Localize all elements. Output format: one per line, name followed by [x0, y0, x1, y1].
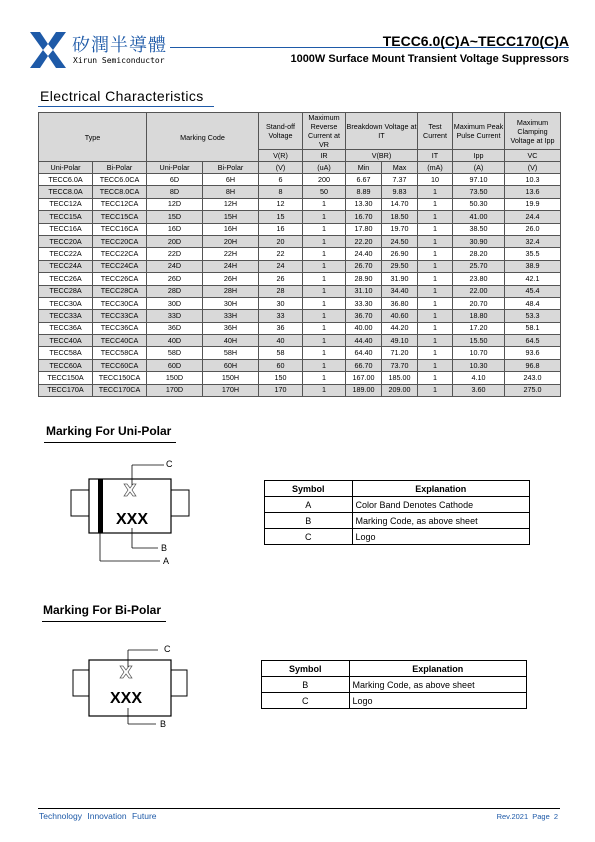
- peak-pulse-current-cell: 22.00: [453, 285, 505, 297]
- reverse-current-cell: 1: [303, 285, 346, 297]
- breakdown-min-cell: 17.80: [346, 223, 382, 235]
- standoff-voltage-cell: 22: [259, 248, 303, 260]
- header-breakdown-voltage: Breakdown Voltage at IT: [346, 113, 418, 150]
- peak-pulse-current-cell: 50.30: [453, 198, 505, 210]
- clamping-voltage-cell: 275.0: [505, 384, 561, 396]
- bi-polar-package-diagram: [72, 640, 188, 735]
- type-bi-polar-cell: TECC28CA: [93, 285, 147, 297]
- table-row: [39, 347, 561, 359]
- marking-bi-polar-cell: 170H: [203, 384, 259, 396]
- symbol-vr: V(R): [259, 150, 303, 162]
- type-uni-polar-cell: TECC33A: [39, 310, 93, 322]
- reverse-current-cell: 1: [303, 335, 346, 347]
- marking-bi-polar-cell: 26H: [203, 273, 259, 285]
- explanation-cell: Logo: [352, 529, 530, 545]
- bi-polar-label-c: C: [164, 644, 171, 654]
- uni-polar-label-b: B: [161, 543, 168, 553]
- clamping-voltage-cell: 35.5: [505, 248, 561, 260]
- table-body: [39, 174, 561, 397]
- type-bi-polar-cell: TECC60CA: [93, 359, 147, 371]
- reverse-current-cell: 1: [303, 310, 346, 322]
- marking-uni-polar-cell: 6D: [147, 174, 203, 186]
- breakdown-max-cell: 73.70: [382, 359, 418, 371]
- header-bi-polar: Bi-Polar: [93, 162, 147, 174]
- marking-uni-polar-cell: 150D: [147, 372, 203, 384]
- header-peak-pulse-current: Maximum Peak Pulse Current: [453, 113, 505, 150]
- test-current-cell: 1: [418, 384, 453, 396]
- type-uni-polar-cell: TECC150A: [39, 372, 93, 384]
- type-uni-polar-cell: TECC28A: [39, 285, 93, 297]
- marking-uni-polar-cell: 24D: [147, 260, 203, 272]
- symbol-vc: VC: [505, 150, 561, 162]
- breakdown-max-cell: 14.70: [382, 198, 418, 210]
- reverse-current-cell: 200: [303, 174, 346, 186]
- marking-uni-polar-cell: 15D: [147, 211, 203, 223]
- symbol-ir: IR: [303, 150, 346, 162]
- breakdown-max-cell: 19.70: [382, 223, 418, 235]
- type-bi-polar-cell: TECC150CA: [93, 372, 147, 384]
- standoff-voltage-cell: 170: [259, 384, 303, 396]
- type-uni-polar-cell: TECC24A: [39, 260, 93, 272]
- marking-uni-polar-cell: 20D: [147, 235, 203, 247]
- reverse-current-cell: 1: [303, 235, 346, 247]
- clamping-voltage-cell: 38.9: [505, 260, 561, 272]
- symbol-it: IT: [418, 150, 453, 162]
- standoff-voltage-cell: 60: [259, 359, 303, 371]
- table-row: [39, 211, 561, 223]
- header-mark-uni-polar: Uni-Polar: [147, 162, 203, 174]
- brand-name-english: Xirun Semiconductor: [73, 56, 165, 65]
- table-row: [39, 186, 561, 198]
- marking-uni-polar-cell: 30D: [147, 297, 203, 309]
- symbol-vbr: V(BR): [346, 150, 418, 162]
- bi-polar-label-b: B: [160, 719, 167, 729]
- type-bi-polar-cell: TECC8.0CA: [93, 186, 147, 198]
- type-bi-polar-cell: TECC20CA: [93, 235, 147, 247]
- standoff-voltage-cell: 12: [259, 198, 303, 210]
- explanation-cell: Marking Code, as above sheet: [349, 677, 527, 693]
- breakdown-max-cell: 24.50: [382, 235, 418, 247]
- marking-uni-polar-cell: 26D: [147, 273, 203, 285]
- standoff-voltage-cell: 20: [259, 235, 303, 247]
- table-row: [39, 235, 561, 247]
- test-current-cell: 1: [418, 359, 453, 371]
- standoff-voltage-cell: 24: [259, 260, 303, 272]
- section-title: Electrical Characteristics: [40, 88, 204, 104]
- type-uni-polar-cell: TECC15A: [39, 211, 93, 223]
- reverse-current-cell: 1: [303, 359, 346, 371]
- test-current-cell: 1: [418, 248, 453, 260]
- test-current-cell: 10: [418, 174, 453, 186]
- unit-ir: (uA): [303, 162, 346, 174]
- explanation-header: Explanation: [349, 661, 527, 677]
- marking-bi-polar-cell: 22H: [203, 248, 259, 260]
- reverse-current-cell: 1: [303, 384, 346, 396]
- clamping-voltage-cell: 19.9: [505, 198, 561, 210]
- symbol-cell: C: [262, 693, 350, 709]
- marking-uni-polar-cell: 170D: [147, 384, 203, 396]
- marking-bi-polar-cell: 58H: [203, 347, 259, 359]
- test-current-cell: 1: [418, 235, 453, 247]
- reverse-current-cell: 1: [303, 198, 346, 210]
- marking-uni-polar-cell: 22D: [147, 248, 203, 260]
- peak-pulse-current-cell: 17.20: [453, 322, 505, 334]
- table-header-row: [39, 113, 561, 150]
- header-marking-code: Marking Code: [147, 113, 259, 162]
- table-row: [265, 481, 530, 497]
- table-row: [39, 260, 561, 272]
- peak-pulse-current-cell: 4.10: [453, 372, 505, 384]
- type-uni-polar-cell: TECC170A: [39, 384, 93, 396]
- clamping-voltage-cell: 243.0: [505, 372, 561, 384]
- marking-bi-polar-cell: 60H: [203, 359, 259, 371]
- document-subtitle: 1000W Surface Mount Transient Voltage Suppressors: [290, 53, 569, 65]
- bi-polar-title-underline: [42, 621, 166, 622]
- breakdown-min-cell: 24.40: [346, 248, 382, 260]
- header-uni-polar: Uni-Polar: [39, 162, 93, 174]
- peak-pulse-current-cell: 25.70: [453, 260, 505, 272]
- marking-uni-polar-cell: 8D: [147, 186, 203, 198]
- marking-bi-polar-cell: 24H: [203, 260, 259, 272]
- unit-ipp: (A): [453, 162, 505, 174]
- table-row: [39, 285, 561, 297]
- test-current-cell: 1: [418, 297, 453, 309]
- table-row: [39, 174, 561, 186]
- breakdown-min-cell: 66.70: [346, 359, 382, 371]
- type-bi-polar-cell: TECC30CA: [93, 297, 147, 309]
- explanation-cell: Color Band Denotes Cathode: [352, 497, 530, 513]
- clamping-voltage-cell: 93.6: [505, 347, 561, 359]
- marking-uni-polar-cell: 33D: [147, 310, 203, 322]
- marking-bi-polar-cell: 36H: [203, 322, 259, 334]
- type-uni-polar-cell: TECC22A: [39, 248, 93, 260]
- table-row: [262, 677, 527, 693]
- type-bi-polar-cell: TECC16CA: [93, 223, 147, 235]
- standoff-voltage-cell: 28: [259, 285, 303, 297]
- clamping-voltage-cell: 13.6: [505, 186, 561, 198]
- electrical-characteristics-table: [38, 112, 561, 397]
- standoff-voltage-cell: 150: [259, 372, 303, 384]
- type-bi-polar-cell: TECC33CA: [93, 310, 147, 322]
- marking-uni-polar-cell: 12D: [147, 198, 203, 210]
- test-current-cell: 1: [418, 322, 453, 334]
- uni-polar-marking-code: XXX: [116, 511, 149, 528]
- header-type: Type: [39, 113, 147, 162]
- reverse-current-cell: 1: [303, 223, 346, 235]
- test-current-cell: 1: [418, 260, 453, 272]
- clamping-voltage-cell: 32.4: [505, 235, 561, 247]
- type-bi-polar-cell: TECC36CA: [93, 322, 147, 334]
- reverse-current-cell: 50: [303, 186, 346, 198]
- type-uni-polar-cell: TECC6.0A: [39, 174, 93, 186]
- header-test-current: Test Current: [418, 113, 453, 150]
- clamping-voltage-cell: 42.1: [505, 273, 561, 285]
- marking-bi-polar-cell: 33H: [203, 310, 259, 322]
- type-bi-polar-cell: TECC170CA: [93, 384, 147, 396]
- table-row: [39, 372, 561, 384]
- table-row: [262, 693, 527, 709]
- peak-pulse-current-cell: 30.90: [453, 235, 505, 247]
- breakdown-min-cell: 189.00: [346, 384, 382, 396]
- breakdown-max-cell: 209.00: [382, 384, 418, 396]
- symbol-cell: B: [262, 677, 350, 693]
- peak-pulse-current-cell: 10.70: [453, 347, 505, 359]
- clamping-voltage-cell: 58.1: [505, 322, 561, 334]
- type-uni-polar-cell: TECC30A: [39, 297, 93, 309]
- breakdown-min-cell: 33.30: [346, 297, 382, 309]
- breakdown-max-cell: 29.50: [382, 260, 418, 272]
- marking-bi-polar-cell: 20H: [203, 235, 259, 247]
- reverse-current-cell: 1: [303, 322, 346, 334]
- type-bi-polar-cell: TECC6.0CA: [93, 174, 147, 186]
- reverse-current-cell: 1: [303, 248, 346, 260]
- uni-polar-marking-title: Marking For Uni-Polar: [46, 424, 172, 438]
- part-number-title: TECC6.0(C)A~TECC170(C)A: [382, 33, 569, 49]
- table-row: [39, 297, 561, 309]
- symbol-cell: B: [265, 513, 353, 529]
- peak-pulse-current-cell: 3.60: [453, 384, 505, 396]
- peak-pulse-current-cell: 23.80: [453, 273, 505, 285]
- test-current-cell: 1: [418, 347, 453, 359]
- peak-pulse-current-cell: 28.20: [453, 248, 505, 260]
- footer-page-info: Rev.2021 Page 2: [496, 812, 558, 821]
- reverse-current-cell: 1: [303, 297, 346, 309]
- table-row: [39, 198, 561, 210]
- test-current-cell: 1: [418, 285, 453, 297]
- uni-polar-label-c: C: [166, 459, 173, 469]
- marking-bi-polar-cell: 12H: [203, 198, 259, 210]
- header-standoff-voltage: Stand-off Voltage: [259, 113, 303, 150]
- peak-pulse-current-cell: 97.10: [453, 174, 505, 186]
- breakdown-max-cell: 34.40: [382, 285, 418, 297]
- uni-polar-title-underline: [44, 442, 176, 443]
- bi-polar-marking-code: XXX: [110, 690, 143, 707]
- table-row: [39, 310, 561, 322]
- breakdown-min-cell: 16.70: [346, 211, 382, 223]
- test-current-cell: 1: [418, 335, 453, 347]
- breakdown-min-cell: 22.20: [346, 235, 382, 247]
- standoff-voltage-cell: 16: [259, 223, 303, 235]
- table-row: [39, 248, 561, 260]
- breakdown-max-cell: 26.90: [382, 248, 418, 260]
- marking-bi-polar-cell: 28H: [203, 285, 259, 297]
- reverse-current-cell: 1: [303, 273, 346, 285]
- test-current-cell: 1: [418, 372, 453, 384]
- clamping-voltage-cell: 64.5: [505, 335, 561, 347]
- standoff-voltage-cell: 40: [259, 335, 303, 347]
- type-bi-polar-cell: TECC12CA: [93, 198, 147, 210]
- explanation-header: Explanation: [352, 481, 530, 497]
- reverse-current-cell: 1: [303, 260, 346, 272]
- header-clamping-voltage: Maximum Clamping Voltage at Ipp: [505, 113, 561, 150]
- marking-uni-polar-cell: 36D: [147, 322, 203, 334]
- uni-polar-label-a: A: [163, 556, 170, 566]
- type-uni-polar-cell: TECC26A: [39, 273, 93, 285]
- type-bi-polar-cell: TECC40CA: [93, 335, 147, 347]
- test-current-cell: 1: [418, 186, 453, 198]
- section-title-underline: [38, 106, 214, 107]
- breakdown-max-cell: 40.60: [382, 310, 418, 322]
- footer-divider: [38, 808, 560, 809]
- type-uni-polar-cell: TECC8.0A: [39, 186, 93, 198]
- clamping-voltage-cell: 24.4: [505, 211, 561, 223]
- bi-polar-symbol-table: [261, 660, 527, 709]
- peak-pulse-current-cell: 18.80: [453, 310, 505, 322]
- type-bi-polar-cell: TECC22CA: [93, 248, 147, 260]
- breakdown-max-cell: 31.90: [382, 273, 418, 285]
- type-uni-polar-cell: TECC16A: [39, 223, 93, 235]
- standoff-voltage-cell: 8: [259, 186, 303, 198]
- unit-it: (mA): [418, 162, 453, 174]
- symbol-header: Symbol: [262, 661, 350, 677]
- table-row: [39, 359, 561, 371]
- header-max: Max: [382, 162, 418, 174]
- breakdown-min-cell: 64.40: [346, 347, 382, 359]
- marking-bi-polar-cell: 150H: [203, 372, 259, 384]
- table-row: [265, 513, 530, 529]
- type-uni-polar-cell: TECC12A: [39, 198, 93, 210]
- peak-pulse-current-cell: 20.70: [453, 297, 505, 309]
- clamping-voltage-cell: 26.0: [505, 223, 561, 235]
- symbol-cell: A: [265, 497, 353, 513]
- table-row: [265, 497, 530, 513]
- breakdown-min-cell: 8.89: [346, 186, 382, 198]
- table-unit-row: [39, 162, 561, 174]
- marking-uni-polar-cell: 16D: [147, 223, 203, 235]
- clamping-voltage-cell: 48.4: [505, 297, 561, 309]
- breakdown-min-cell: 44.40: [346, 335, 382, 347]
- type-bi-polar-cell: TECC15CA: [93, 211, 147, 223]
- test-current-cell: 1: [418, 310, 453, 322]
- unit-vc: (V): [505, 162, 561, 174]
- bi-polar-marking-title: Marking For Bi-Polar: [43, 603, 162, 617]
- clamping-voltage-cell: 96.8: [505, 359, 561, 371]
- test-current-cell: 1: [418, 223, 453, 235]
- breakdown-max-cell: 185.00: [382, 372, 418, 384]
- type-bi-polar-cell: TECC26CA: [93, 273, 147, 285]
- peak-pulse-current-cell: 15.50: [453, 335, 505, 347]
- table-row: [39, 273, 561, 285]
- header-mark-bi-polar: Bi-Polar: [203, 162, 259, 174]
- breakdown-min-cell: 6.67: [346, 174, 382, 186]
- clamping-voltage-cell: 45.4: [505, 285, 561, 297]
- brand-name-chinese: 矽潤半導體: [72, 35, 167, 56]
- type-bi-polar-cell: TECC24CA: [93, 260, 147, 272]
- standoff-voltage-cell: 15: [259, 211, 303, 223]
- company-logo: [28, 30, 68, 70]
- marking-uni-polar-cell: 40D: [147, 335, 203, 347]
- standoff-voltage-cell: 26: [259, 273, 303, 285]
- marking-uni-polar-cell: 60D: [147, 359, 203, 371]
- table-row: [39, 384, 561, 396]
- breakdown-max-cell: 7.37: [382, 174, 418, 186]
- marking-bi-polar-cell: 16H: [203, 223, 259, 235]
- marking-bi-polar-cell: 8H: [203, 186, 259, 198]
- uni-polar-symbol-table: [264, 480, 530, 545]
- standoff-voltage-cell: 58: [259, 347, 303, 359]
- marking-bi-polar-cell: 6H: [203, 174, 259, 186]
- breakdown-max-cell: 49.10: [382, 335, 418, 347]
- breakdown-min-cell: 31.10: [346, 285, 382, 297]
- reverse-current-cell: 1: [303, 211, 346, 223]
- marking-uni-polar-cell: 58D: [147, 347, 203, 359]
- standoff-voltage-cell: 33: [259, 310, 303, 322]
- breakdown-max-cell: 18.50: [382, 211, 418, 223]
- breakdown-min-cell: 28.90: [346, 273, 382, 285]
- header-min: Min: [346, 162, 382, 174]
- type-uni-polar-cell: TECC60A: [39, 359, 93, 371]
- footer-slogan: Technology Innovation Future: [39, 811, 157, 821]
- test-current-cell: 1: [418, 211, 453, 223]
- breakdown-min-cell: 167.00: [346, 372, 382, 384]
- breakdown-max-cell: 71.20: [382, 347, 418, 359]
- standoff-voltage-cell: 6: [259, 174, 303, 186]
- table-row: [39, 223, 561, 235]
- table-row: [39, 335, 561, 347]
- reverse-current-cell: 1: [303, 347, 346, 359]
- marking-bi-polar-cell: 15H: [203, 211, 259, 223]
- table-row: [262, 661, 527, 677]
- clamping-voltage-cell: 10.3: [505, 174, 561, 186]
- type-uni-polar-cell: TECC40A: [39, 335, 93, 347]
- explanation-cell: Logo: [349, 693, 527, 709]
- breakdown-max-cell: 9.83: [382, 186, 418, 198]
- breakdown-max-cell: 44.20: [382, 322, 418, 334]
- marking-uni-polar-cell: 28D: [147, 285, 203, 297]
- reverse-current-cell: 1: [303, 372, 346, 384]
- header-reverse-current: Maximum Reverse Current at VR: [303, 113, 346, 150]
- breakdown-min-cell: 40.00: [346, 322, 382, 334]
- marking-bi-polar-cell: 30H: [203, 297, 259, 309]
- explanation-cell: Marking Code, as above sheet: [352, 513, 530, 529]
- type-uni-polar-cell: TECC36A: [39, 322, 93, 334]
- table-row: [265, 529, 530, 545]
- test-current-cell: 1: [418, 198, 453, 210]
- table-row: [39, 322, 561, 334]
- unit-vr: (V): [259, 162, 303, 174]
- breakdown-min-cell: 13.30: [346, 198, 382, 210]
- peak-pulse-current-cell: 38.50: [453, 223, 505, 235]
- type-uni-polar-cell: TECC58A: [39, 347, 93, 359]
- breakdown-min-cell: 26.70: [346, 260, 382, 272]
- symbol-header: Symbol: [265, 481, 353, 497]
- clamping-voltage-cell: 53.3: [505, 310, 561, 322]
- breakdown-min-cell: 36.70: [346, 310, 382, 322]
- symbol-cell: C: [265, 529, 353, 545]
- marking-bi-polar-cell: 40H: [203, 335, 259, 347]
- symbol-ipp: Ipp: [453, 150, 505, 162]
- type-bi-polar-cell: TECC58CA: [93, 347, 147, 359]
- peak-pulse-current-cell: 73.50: [453, 186, 505, 198]
- breakdown-max-cell: 36.80: [382, 297, 418, 309]
- standoff-voltage-cell: 30: [259, 297, 303, 309]
- standoff-voltage-cell: 36: [259, 322, 303, 334]
- test-current-cell: 1: [418, 273, 453, 285]
- type-uni-polar-cell: TECC20A: [39, 235, 93, 247]
- peak-pulse-current-cell: 41.00: [453, 211, 505, 223]
- peak-pulse-current-cell: 10.30: [453, 359, 505, 371]
